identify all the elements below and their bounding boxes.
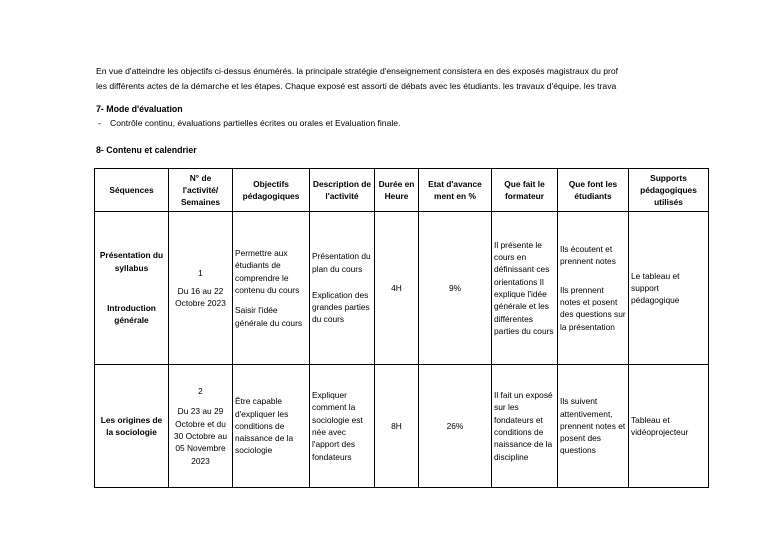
activity-cell (169, 212, 233, 365)
header-trainer: Que fait le formateur (492, 169, 558, 212)
description-cell (310, 212, 375, 365)
header-students: Que font les étudiants (558, 169, 629, 212)
trainer-cell: Il fait un exposé sur les fondateurs et conditions de naissance de la discipline (492, 365, 558, 488)
sequence-cell (95, 212, 169, 365)
intro-line-2: les différents actes de la démarche et les étapes. Chaque exposé est assorti de débats avec les étudiants. les travaux d'équipe. les trava (96, 81, 617, 91)
students-text: Ils écoutent et prennent notes (560, 244, 616, 267)
evaluation-bullet (98, 118, 400, 128)
sequence-title: Présentation du syllabus (99, 250, 164, 273)
header-duration: Durée en Heure (375, 169, 419, 212)
objective-text: Permettre aux étudiants de comprendre le contenu du cours (235, 248, 300, 295)
objective-text: Saisir l'idée générale du cours (235, 305, 303, 328)
header-objectives: Objectifs pédagogiques (233, 169, 310, 212)
header-description: Description de l'activité (310, 169, 375, 212)
activity-dates: Du 16 au 22 Octobre 2023 (175, 285, 226, 309)
supports-cell: Le tableau et support pédagogique (629, 212, 709, 365)
intro-paragraph (96, 64, 708, 94)
progress-cell: 9% (419, 212, 492, 365)
supports-cell: Tableau et vidéoprojecteur (629, 365, 709, 488)
students-text: Ils prennent notes et posent des questions sur la présentation (560, 284, 626, 332)
activity-cell (169, 365, 233, 488)
evaluation-text: Contrôle continu, évaluations partielles écrites ou orales et Evaluation finale. (110, 118, 401, 128)
description-text: Présentation du plan du cours (312, 251, 371, 274)
activity-dates: Du 23 au 29 Octobre et du 30 Octobre au 05 Novembre 2023 (173, 406, 228, 466)
objectives-cell: Être capable d'expliquer les conditions de naissance de la sociologie (233, 365, 310, 488)
section-8-heading: 8- Contenu et calendrier (96, 145, 197, 155)
section-7-heading: 7- Mode d'évaluation (96, 104, 183, 114)
sequence-title: Introduction générale (107, 303, 156, 326)
table-header-row (95, 169, 709, 212)
students-cell: Ils suivent attentivement, prennent notes et posent des questions (558, 365, 629, 488)
progress-cell: 26% (419, 365, 492, 488)
duration-cell: 4H (375, 212, 419, 365)
description-text: Explication des grandes parties du cours (312, 289, 370, 325)
header-supports: Supports pédagogiques utilisés (629, 169, 709, 212)
header-sequences: Séquences (95, 169, 169, 212)
duration-cell: 8H (375, 365, 419, 488)
header-progress: Etat d'avance ment en % (419, 169, 492, 212)
sequence-cell: Les origines de la sociologie (95, 365, 169, 488)
table-row (95, 365, 709, 488)
table-row (95, 212, 709, 365)
intro-line-1: En vue d'atteindre les objectifs ci-dessus énumérés. la principale stratégie d'enseignement consistera en des exposés magistraux du prof (96, 66, 619, 76)
header-activity-weeks: N° de l'activité/ Semaines (169, 169, 233, 212)
trainer-cell: Il présente le cours en définissant ces orientations Il explique l'idée générale et les différentes parties du cours (492, 212, 558, 365)
activity-number: 1 (198, 267, 203, 278)
objectives-cell (233, 212, 310, 365)
description-cell: Expliquer comment la sociologie est née avec l'apport des fondateurs (310, 365, 375, 488)
students-cell (558, 212, 629, 365)
activity-number: 2 (198, 386, 203, 397)
bullet-marker: - (98, 118, 101, 128)
content-calendar-table (94, 168, 709, 488)
